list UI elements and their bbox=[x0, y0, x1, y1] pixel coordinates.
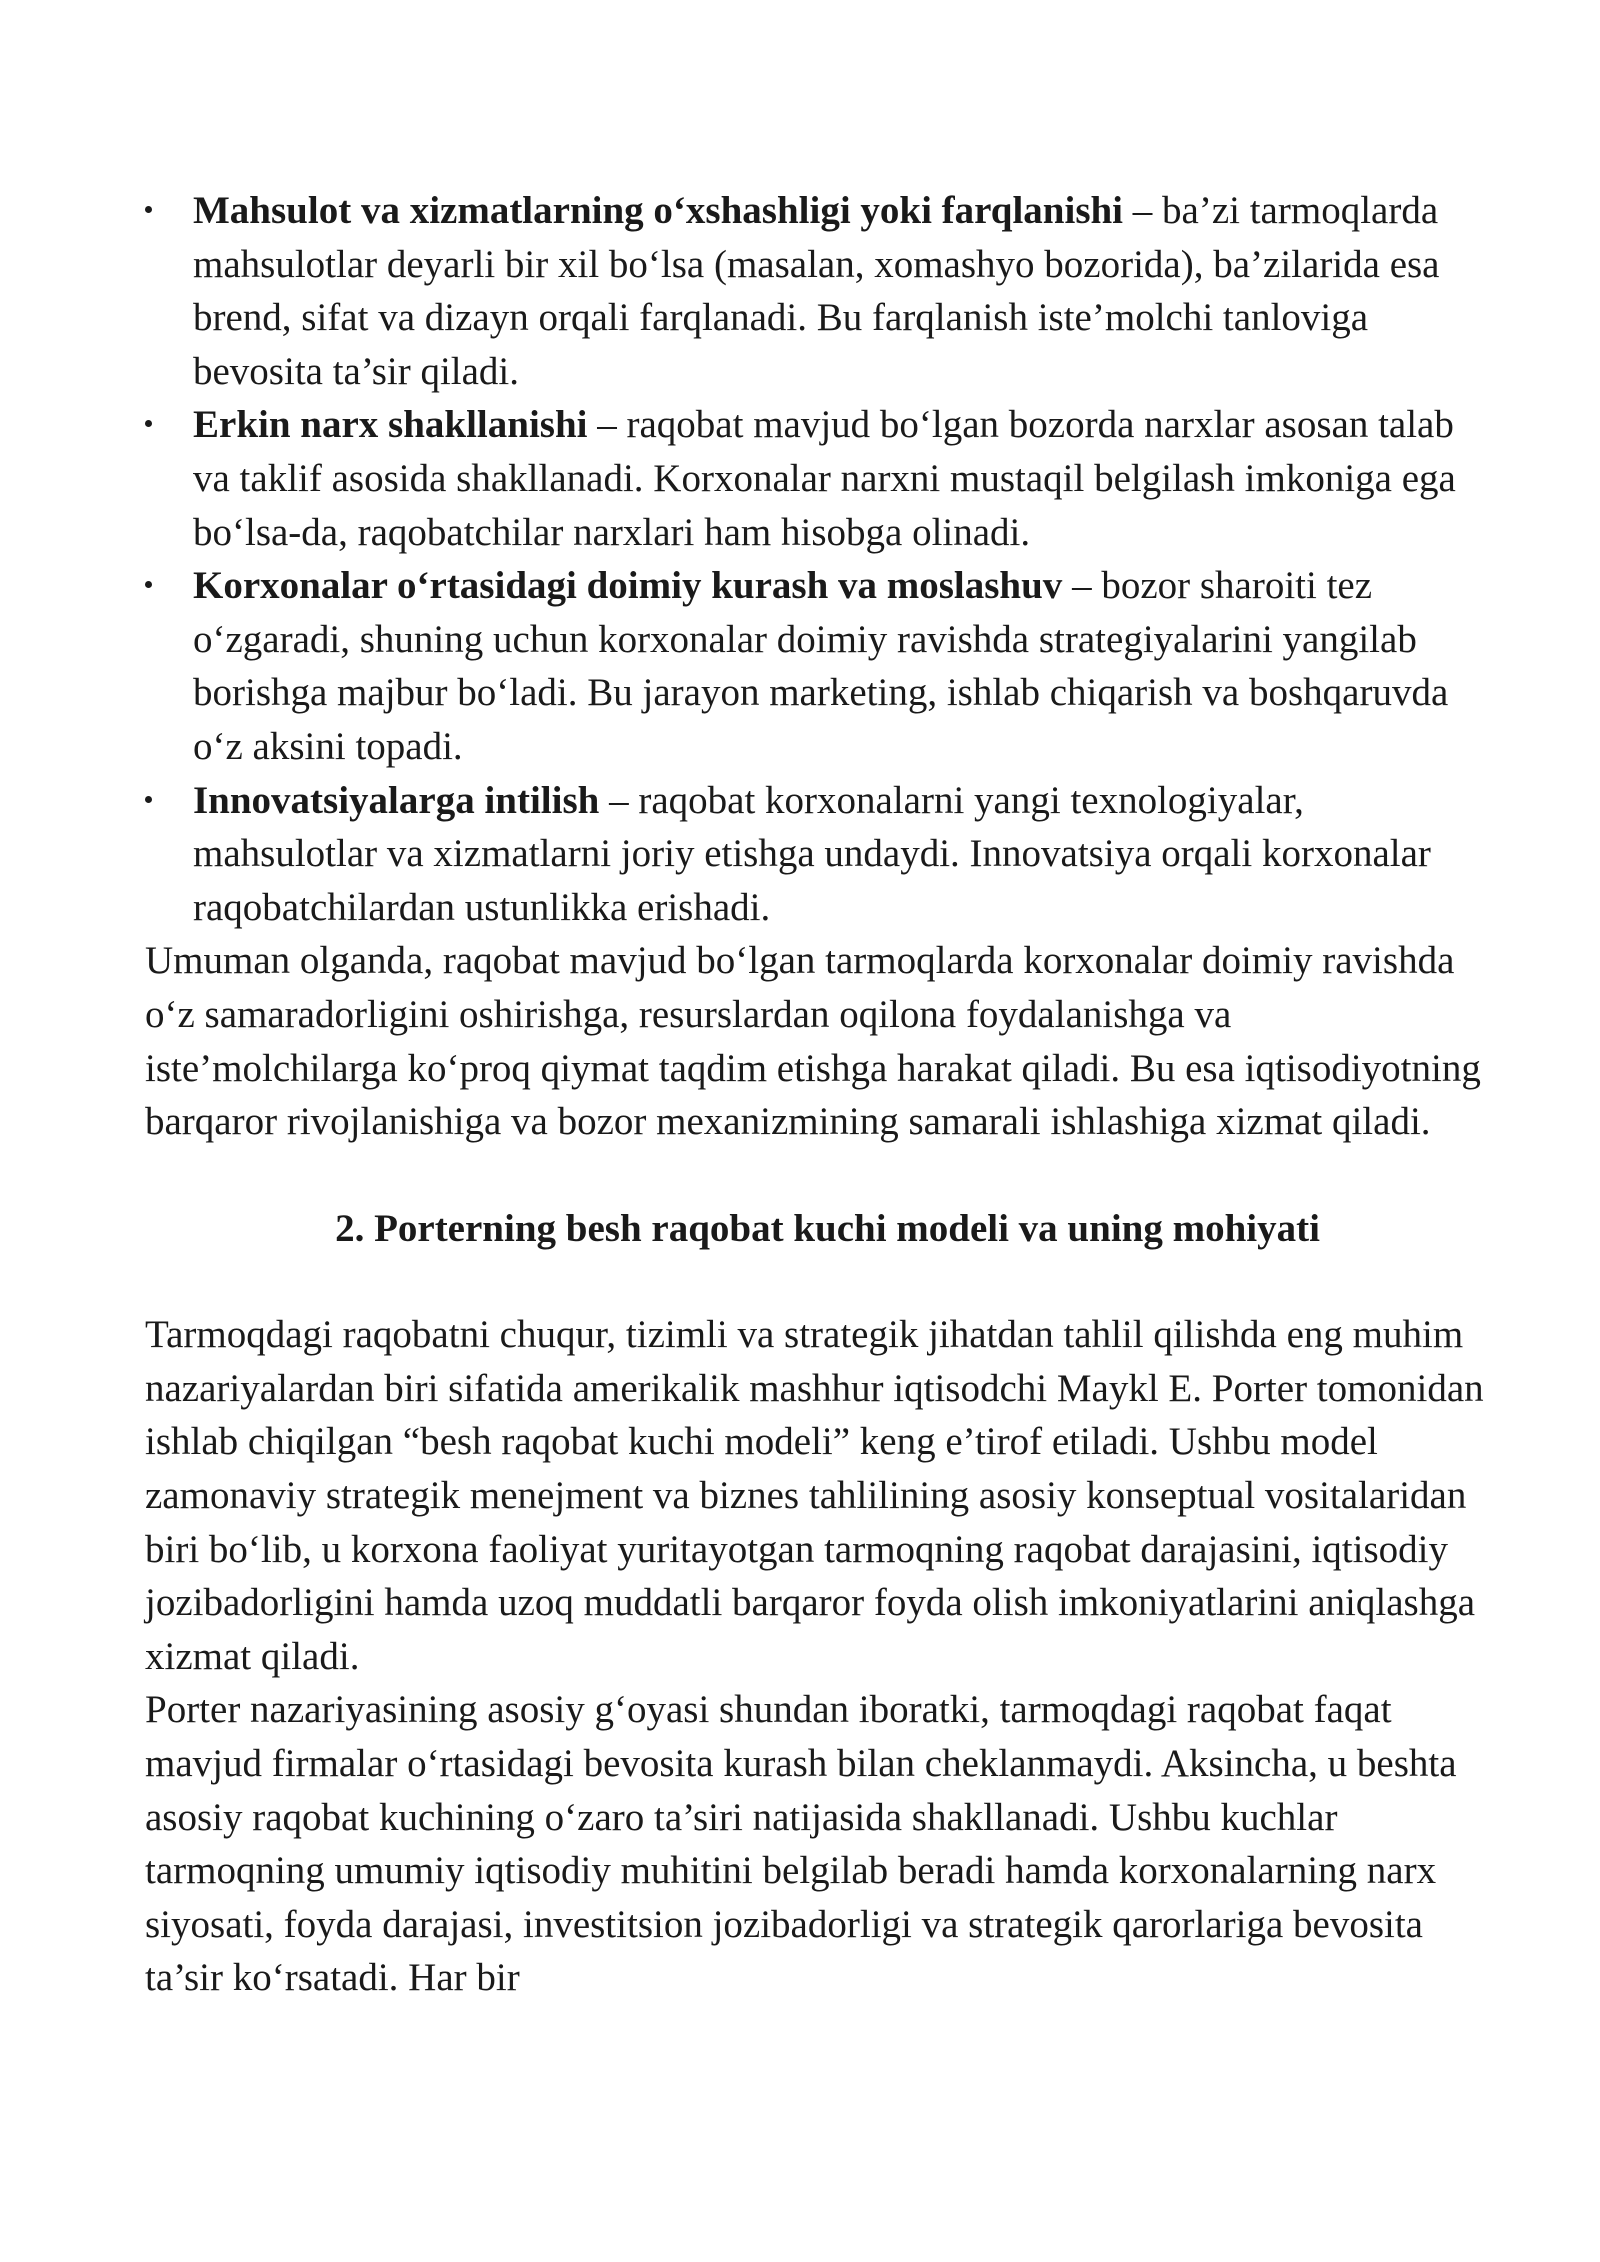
summary-paragraph: Umuman olganda, raqobat mavjud bo‘lgan tarmoqlarda korxonalar doimiy ravishda o‘z samaradorligini oshirishga, resurslardan oqilona foydalanishga va iste’molchilarga ko‘proq qiymat taqdim etishga harakat qiladi. Bu esa iqtisodiyotning barqaror rivojlanishiga va bozor mexanizmining samarali ishlashiga xizmat qiladi. bbox=[145, 939, 1481, 1144]
bullet-item-free-pricing bbox=[145, 398, 1490, 559]
body-paragraph: Porter nazariyasining asosiy g‘oyasi shundan iboratki, tarmoqdagi raqobat faqat mavjud firmalar o‘rtasidagi bevosita kurash bilan cheklanmaydi. Aksincha, u beshta asosiy raqobat kuchining o‘zaro ta’siri natijasida shakllanadi. Ushbu kuchlar tarmoqning umumiy iqtisodiy muhitini belgilab beradi hamda korxonalarning narx siyosati, foyda darajasi, investitsion jozibadorligi va strategik qarorlariga bevosita ta’sir ko‘rsatadi. Har bir bbox=[145, 1688, 1457, 2000]
bullet-item-innovation bbox=[145, 774, 1490, 935]
bullet-term: Erkin narx shakllanishi bbox=[193, 403, 588, 447]
body-paragraph: Tarmoqdagi raqobatni chuqur, tizimli va strategik jihatdan tahlil qilishda eng muhim nazariyalardan biri sifatida amerikalik mashhur iqtisodchi Maykl E. Porter tomonidan ishlab chiqilgan “besh raqobat kuchi modeli” keng e’tirof etiladi. Ushbu model zamonaviy strategik menejment va biznes tahlilining asosiy konseptual vositalaridan biri bo‘lib, u korxona faoliyat yuritayotgan tarmoqning raqobat darajasini, iqtisodiy jozibadorligini hamda uzoq muddatli barqaror foyda olish imkoniyatlarini aniqlashga xizmat qiladi. bbox=[145, 1313, 1484, 1678]
bullet-text: – raqobat korxonalarni yangi texnologiyalar, mahsulotlar va xizmatlarni joriy etishga undaydi. Innovatsiya orqali korxonalar raqobatchilardan ustunlikka erishadi. bbox=[193, 778, 1431, 929]
bullet-text: – raqobat mavjud bo‘lgan bozorda narxlar asosan talab va taklif asosida shakllanadi. Korxonalar narxni mustaqil belgilash imkoniga ega bo‘lsa-da, raqobatchilar narxlari ham hisobga olinadi. bbox=[193, 403, 1456, 554]
bullet-item-constant-struggle bbox=[145, 559, 1490, 773]
bullet-text: – ba’zi tarmoqlarda mahsulotlar deyarli bir xil bo‘lsa (masalan, xomashyo bozorida), ba’zilarida esa brend, sifat va dizayn orqali farqlanadi. Bu farqlanish iste’molchi tanloviga bevosita ta’sir qiladi. bbox=[193, 189, 1440, 393]
bullet-dot-icon bbox=[145, 206, 152, 213]
bullet-term: Korxonalar o‘rtasidagi doimiy kurash va moslashuv bbox=[193, 564, 1063, 608]
bullet-dot-icon bbox=[145, 581, 152, 588]
bullet-text: – bozor sharoiti tez o‘zgaradi, shuning uchun korxonalar doimiy ravishda strategiyalarini yangilab borishga majbur bo‘ladi. Bu jarayon marketing, ishlab chiqarish va boshqaruvda o‘z aksini topadi. bbox=[193, 564, 1449, 768]
bullet-dot-icon bbox=[145, 796, 152, 803]
bullet-dot-icon bbox=[145, 420, 152, 427]
bullet-item-differentiation bbox=[145, 184, 1490, 398]
bullet-term: Mahsulot va xizmatlarning o‘xshashligi yoki farqlanishi bbox=[193, 189, 1124, 232]
document-page bbox=[145, 184, 1490, 2005]
bullet-term: Innovatsiyalarga intilish bbox=[193, 778, 600, 822]
feature-bullet-list bbox=[145, 184, 1490, 934]
section-heading: 2. Porterning besh raqobat kuchi modeli va uning mohiyati bbox=[335, 1206, 1320, 1250]
